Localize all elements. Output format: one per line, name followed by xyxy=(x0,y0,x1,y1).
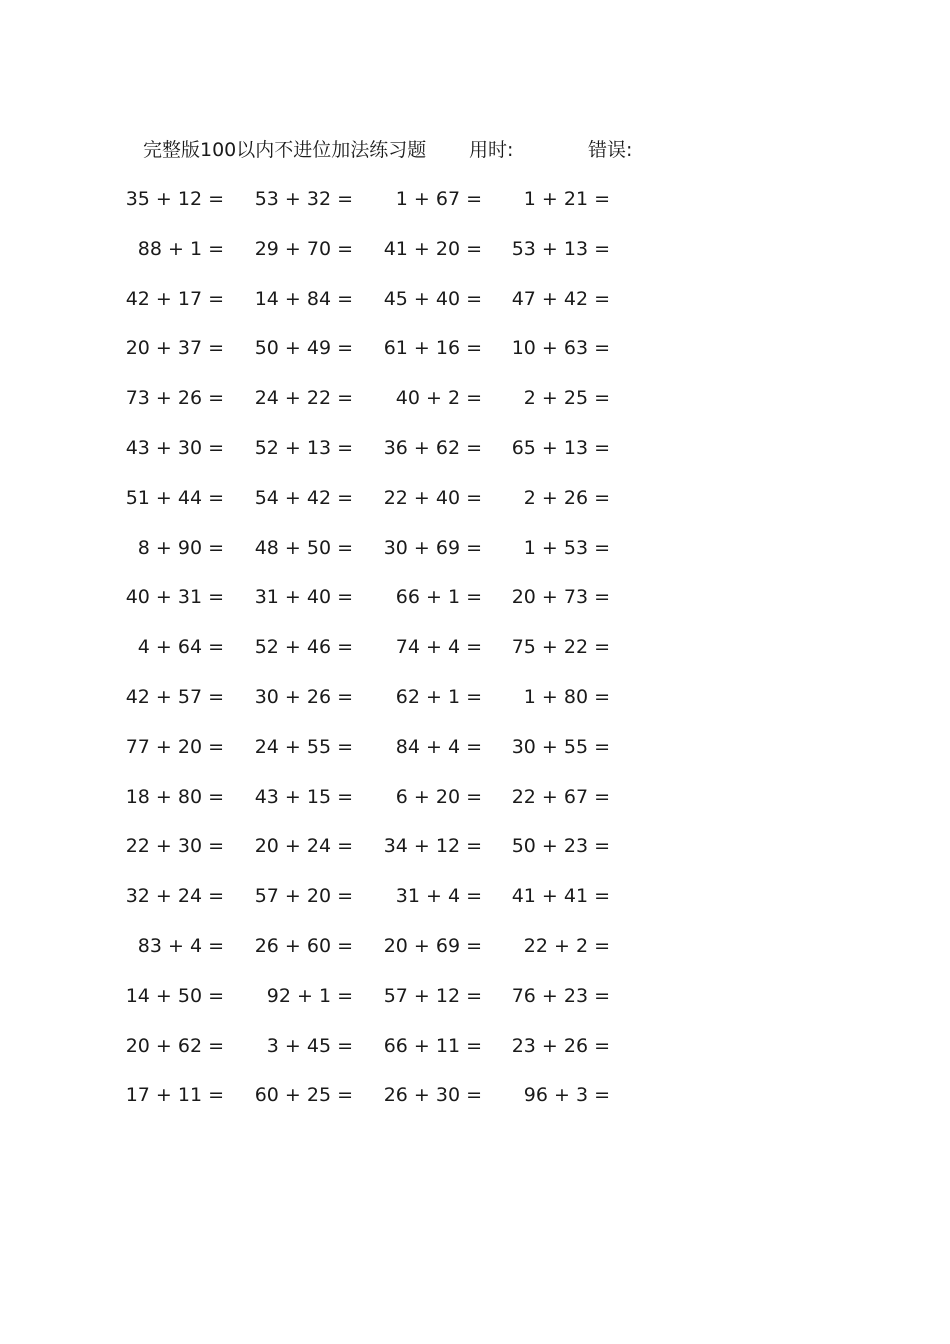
addition-problem: 30 + 69 = xyxy=(383,536,482,559)
addition-problem: 96 + 3 = xyxy=(523,1084,610,1107)
addition-problem: 26 + 60 = xyxy=(254,934,353,957)
addition-problem: 40 + 31 = xyxy=(125,586,224,609)
problem-row xyxy=(0,1029,950,1079)
addition-problem: 57 + 12 = xyxy=(383,984,482,1007)
addition-problem: 1 + 21 = xyxy=(523,188,610,210)
addition-problem: 1 + 67 = xyxy=(395,188,482,210)
addition-problem: 52 + 13 = xyxy=(254,436,353,459)
addition-problem: 24 + 22 = xyxy=(254,387,353,410)
addition-problem: 26 + 30 = xyxy=(383,1084,482,1107)
addition-problem: 92 + 1 = xyxy=(266,984,353,1007)
addition-problem: 52 + 46 = xyxy=(254,636,353,659)
addition-problem: 10 + 63 = xyxy=(511,337,610,360)
addition-problem: 20 + 73 = xyxy=(511,586,610,609)
addition-problem: 17 + 11 = xyxy=(125,1084,224,1107)
addition-problem: 32 + 24 = xyxy=(125,885,224,908)
addition-problem: 48 + 50 = xyxy=(254,536,353,559)
problem-row xyxy=(0,381,950,431)
worksheet-header xyxy=(143,134,763,166)
addition-problem: 57 + 20 = xyxy=(254,885,353,908)
addition-problem: 88 + 1 = xyxy=(137,237,224,260)
addition-problem: 1 + 80 = xyxy=(523,685,610,708)
addition-problem: 14 + 84 = xyxy=(254,287,353,310)
addition-problem: 29 + 70 = xyxy=(254,237,353,260)
addition-problem: 24 + 55 = xyxy=(254,735,353,758)
addition-problem: 43 + 15 = xyxy=(254,785,353,808)
addition-problem: 40 + 2 = xyxy=(395,387,482,410)
addition-problem: 42 + 57 = xyxy=(125,685,224,708)
problem-row xyxy=(0,331,950,381)
addition-problem: 1 + 53 = xyxy=(523,536,610,559)
problem-row xyxy=(0,730,950,780)
worksheet-title: 完整版100以内不进位加法练习题 xyxy=(143,139,427,161)
addition-problem: 23 + 26 = xyxy=(511,1034,610,1057)
addition-problem: 34 + 12 = xyxy=(383,835,482,858)
addition-problem: 62 + 1 = xyxy=(395,685,482,708)
addition-problem: 22 + 30 = xyxy=(125,835,224,858)
problem-row xyxy=(0,481,950,531)
addition-problem: 3 + 45 = xyxy=(266,1034,353,1057)
errors-label: 错误: xyxy=(588,139,633,161)
addition-problem: 35 + 12 = xyxy=(125,188,224,210)
addition-problem: 53 + 13 = xyxy=(511,237,610,260)
addition-problem: 75 + 22 = xyxy=(511,636,610,659)
problem-row xyxy=(0,580,950,630)
addition-problem: 53 + 32 = xyxy=(254,188,353,210)
addition-problem: 14 + 50 = xyxy=(125,984,224,1007)
addition-problem: 31 + 40 = xyxy=(254,586,353,609)
addition-problem: 60 + 25 = xyxy=(254,1084,353,1107)
addition-problem: 65 + 13 = xyxy=(511,436,610,459)
problem-row xyxy=(0,232,950,282)
addition-problem: 66 + 1 = xyxy=(395,586,482,609)
addition-problem: 36 + 62 = xyxy=(383,436,482,459)
addition-problem: 41 + 20 = xyxy=(383,237,482,260)
problem-row xyxy=(0,829,950,879)
addition-problem: 20 + 37 = xyxy=(125,337,224,360)
addition-problem: 2 + 25 = xyxy=(523,387,610,410)
addition-problem: 84 + 4 = xyxy=(395,735,482,758)
addition-problem: 20 + 62 = xyxy=(125,1034,224,1057)
problem-row xyxy=(0,979,950,1029)
addition-problem: 50 + 23 = xyxy=(511,835,610,858)
addition-problem: 54 + 42 = xyxy=(254,486,353,509)
problem-row xyxy=(0,282,950,332)
addition-problem: 76 + 23 = xyxy=(511,984,610,1007)
problem-row xyxy=(0,879,950,929)
addition-problem: 30 + 26 = xyxy=(254,685,353,708)
addition-problem: 2 + 26 = xyxy=(523,486,610,509)
addition-problem: 22 + 2 = xyxy=(523,934,610,957)
addition-problem: 45 + 40 = xyxy=(383,287,482,310)
addition-problem: 6 + 20 = xyxy=(395,785,482,808)
addition-problem: 4 + 64 = xyxy=(137,636,224,659)
addition-problem: 22 + 67 = xyxy=(511,785,610,808)
problem-row xyxy=(0,780,950,830)
problem-row xyxy=(0,630,950,680)
addition-problem: 51 + 44 = xyxy=(125,486,224,509)
addition-problem: 31 + 4 = xyxy=(395,885,482,908)
addition-problem: 8 + 90 = xyxy=(137,536,224,559)
addition-problem: 20 + 24 = xyxy=(254,835,353,858)
addition-problem: 43 + 30 = xyxy=(125,436,224,459)
problem-row xyxy=(0,929,950,979)
addition-problem: 22 + 40 = xyxy=(383,486,482,509)
problem-row xyxy=(0,431,950,481)
problem-row xyxy=(0,182,950,232)
addition-problem: 66 + 11 = xyxy=(383,1034,482,1057)
addition-problem: 18 + 80 = xyxy=(125,785,224,808)
addition-problem: 73 + 26 = xyxy=(125,387,224,410)
addition-problem: 47 + 42 = xyxy=(511,287,610,310)
addition-problem: 77 + 20 = xyxy=(125,735,224,758)
problem-row xyxy=(0,1078,950,1128)
addition-problem: 74 + 4 = xyxy=(395,636,482,659)
problem-grid xyxy=(0,182,950,1128)
addition-problem: 30 + 55 = xyxy=(511,735,610,758)
addition-problem: 41 + 41 = xyxy=(511,885,610,908)
problem-row xyxy=(0,680,950,730)
time-label: 用时: xyxy=(469,139,514,161)
addition-problem: 61 + 16 = xyxy=(383,337,482,360)
addition-problem: 42 + 17 = xyxy=(125,287,224,310)
problem-row xyxy=(0,531,950,581)
addition-problem: 83 + 4 = xyxy=(137,934,224,957)
addition-problem: 50 + 49 = xyxy=(254,337,353,360)
addition-problem: 20 + 69 = xyxy=(383,934,482,957)
